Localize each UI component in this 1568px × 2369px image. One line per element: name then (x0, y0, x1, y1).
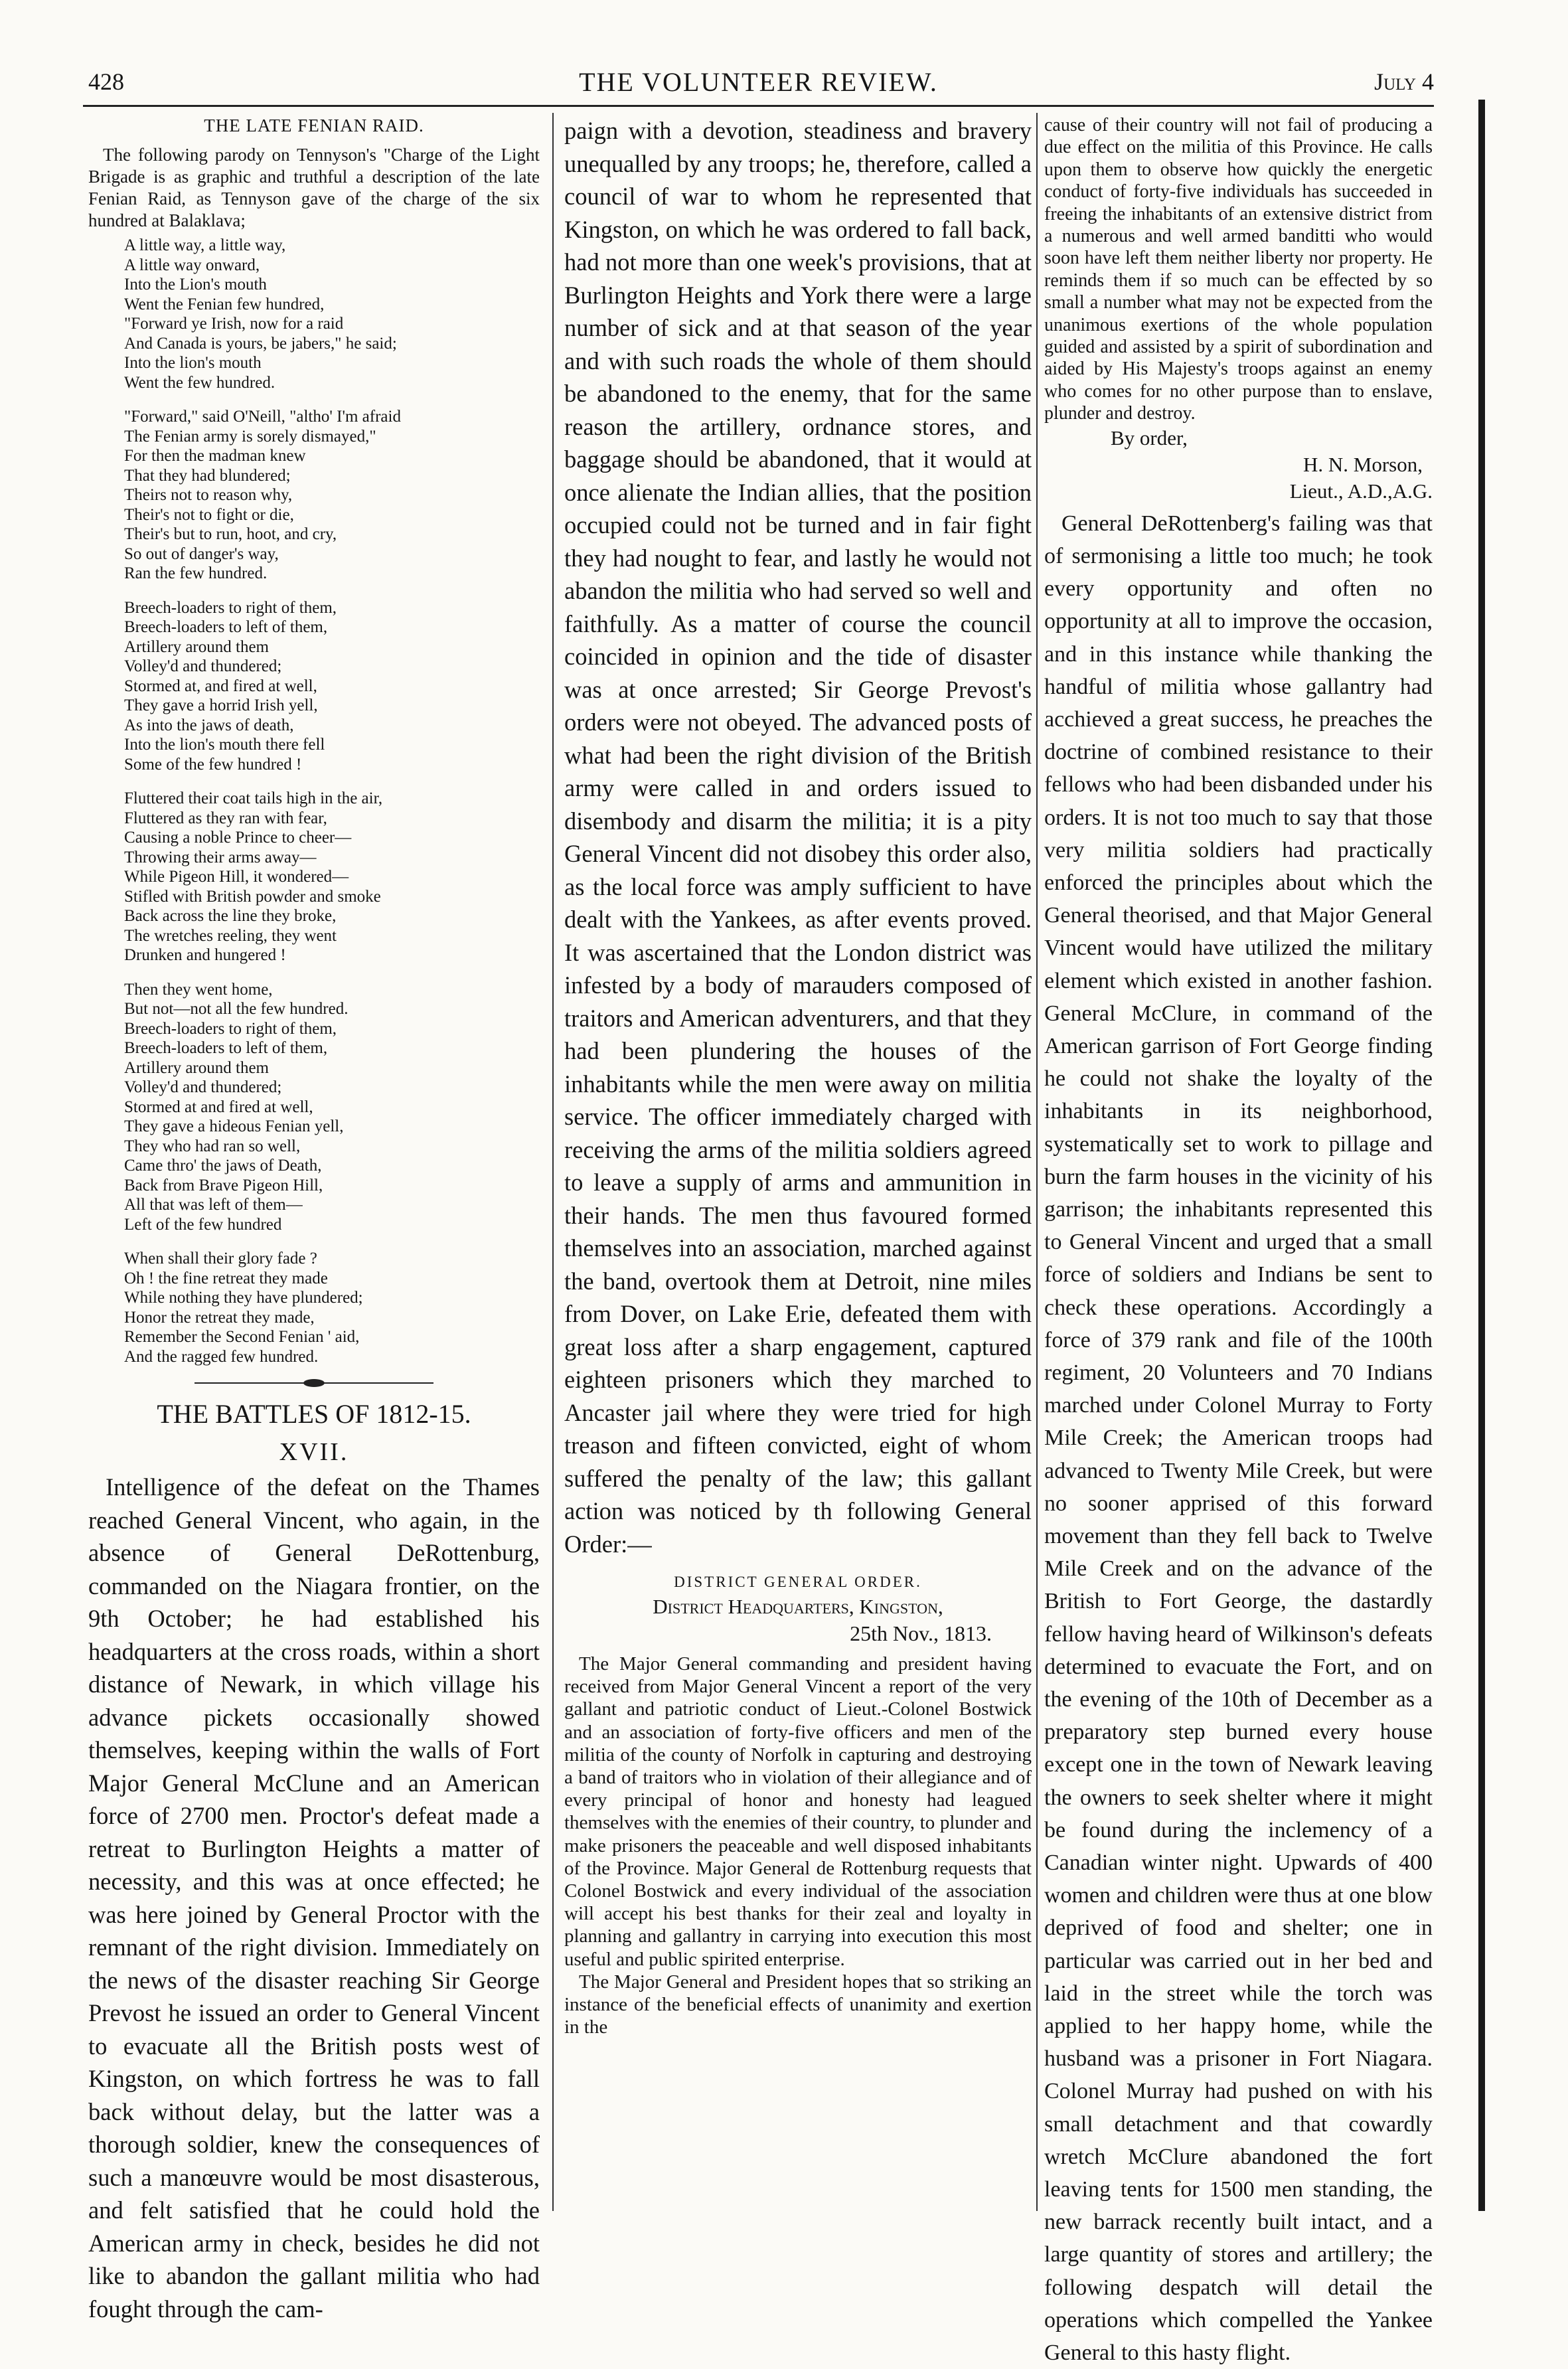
poem-line: A little way onward, (124, 256, 260, 274)
poem-line: Into the lion's mouth (124, 354, 262, 372)
poem-line: Their's not to fight or die, (124, 505, 294, 524)
poem-line: Honor the retreat they made, (124, 1308, 315, 1327)
poem-line: "Forward ye Irish, now for a raid (124, 315, 344, 333)
poem-line: And Canada is yours, be jabers," he said; (124, 334, 397, 353)
poem-line: When shall their glory fade ? (124, 1250, 317, 1267)
battles-chapter-number: XVII. (279, 1438, 349, 1466)
poem-line: Drunken and hungered ! (124, 946, 286, 964)
poem-stanza (88, 236, 540, 392)
poem-line: Theirs not to reason why, (124, 486, 293, 504)
poem-title: THE LATE FENIAN RAID. (204, 116, 424, 135)
poem-line: And the ragged few hundred. (124, 1347, 319, 1366)
page-header (83, 64, 1434, 107)
poem-line: Breech-loaders to left of them, (124, 1039, 328, 1057)
publication-title: THE VOLUNTEER REVIEW. (579, 67, 938, 97)
poem-stanza (88, 407, 540, 584)
poem-line: As into the jaws of death, (124, 716, 294, 734)
poem-line: Back across the line they broke, (124, 907, 337, 925)
poem-line: Back from Brave Pigeon Hill, (124, 1176, 323, 1194)
poem-line: Their's but to run, hoot, and cry, (124, 525, 337, 543)
article-paragraph: paign with a devotion, steadiness and bravery unequalled by any troops; he, therefore, called a council of war to whom he represented that Kingston, on which he was ordered to fall back, had not more than one week's provisions, that at Burlington Heights and York there were a large number of sick and at that season of the year and with such roads the whole of them should be abandoned to the enemy, that for the same reason the artillery, ordnance stores, and baggage should be abandoned, that it would at once alienate the Indian allies, that the position occupied could not be turned and in fair fight they had nought to fear, and lastly he would not abandon the militia who had served so well and faithfully. As a matter of course the council coincided in opinion and the tide of disaster was at once arrested; Sir George Prevost's orders were not obeyed. The advanced posts of what had been the right division of the British army were called in and orders issued to disembody and disarm the militia; it is a pity General Vincent did not disobey this order also, as the local force was amply sufficient to have dealt with the Yankees, as after events proved. It was ascertained that the London district was infested by a body of marauders composed of traitors and American adventurers, and that they had been plundering the houses of the inhabitants while the men were away on militia service. The officer immediately charged with receiving the arms of the militia soldiers agreed to leave a supply of arms and ammunition in their hands. The men thus favoured formed themselves into an association, marched against the band, overtook them at Detroit, nine miles from Dover, on Lake Erie, defeated them with great loss after a sharp engagement, captured eighteen prisoners which they marched to Ancaster jail where they were tried for high treason and fifteen convicted, eight of whom suffered the penalty of the law; this gallant action was noticed by th following General Order:— (564, 117, 1032, 1558)
poem-stanza (88, 598, 540, 775)
poem-line: The wretches reeling, they went (124, 926, 337, 945)
by-order: By order, (1111, 426, 1188, 449)
poem-line: Into the Lion's mouth (124, 276, 267, 293)
poem-line: They gave a horrid Irish yell, (124, 696, 318, 714)
poem-line: That they had blundered; (124, 466, 291, 485)
order-paragraph: The Major General and President hopes that so striking an instance of the beneficial effects of unanimity and exertion in the (564, 1971, 1032, 2038)
poem-line: Went the Fenian few hundred, (124, 295, 325, 313)
battles-title: THE BATTLES OF 1812-15. (157, 1399, 471, 1429)
poem-line: All that was left of them— (124, 1196, 303, 1214)
poem-line: Artillery around them (124, 637, 269, 656)
poem-line: Stifled with British powder and smoke (124, 887, 381, 906)
poem-line: Came thro' the jaws of Death, (124, 1157, 322, 1175)
poem-line: Breech-loaders to right of them, (124, 1019, 337, 1038)
order-title: DISTRICT GENERAL ORDER. (674, 1574, 922, 1590)
poem-stanza (88, 980, 540, 1235)
column-rule (552, 113, 554, 2211)
order-paragraph: The Major General commanding and president having received from Major General Vincent a report of the very gallant and patriotic conduct of Lieut.-Colonel Bostwick and an association of forty-five officers and men of the militia of the county of Norfolk in capturing and destroying a band of traitors who in violation of their allegiance and of every principal of honor and honesty had leagued themselves with the enemies of their country, to plunder and make prisoners the peaceable and well disposed inhabitants of the Province. Major General de Rottenburg requests that Colonel Bostwick and every individual of the association will accept his best thanks for their zeal and loyalty in planning and gallantry in carrying into execution this most useful and public spirited enterprise. (564, 1653, 1032, 1970)
poem-line: Stormed at, and fired at well, (124, 677, 317, 695)
poem-line: Into the lion's mouth there fell (124, 736, 325, 754)
poem-line: Volley'd and thundered; (124, 657, 282, 675)
poem-line: They gave a hideous Fenian yell, (124, 1117, 344, 1135)
poem-line: Causing a noble Prince to cheer— (124, 829, 352, 847)
poem-line: So out of danger's way, (124, 544, 279, 563)
poem-line: A little way, a little way, (124, 236, 286, 254)
article-paragraph: Intelligence of the defeat on the Thames reached General Vincent, who again, in the absence of General DeRottenburg, commanded on the Niagara frontier, on the 9th October; he had established his headquarters at the cross roads, within a short distance of Newark, in which village his advance pickets occasionally showed themselves, keeping within the walls of Fort Major General McClune and an American force of 2700 men. Proctor's defeat made a retreat to Burlington Heights a matter of necessity, and this was at once effected; he was here joined by General Proctor with the remnant of the right division. Immediately on the news of the disaster reaching Sir George Prevost he issued an order to General Vincent to evacuate all the British posts west of Kingston, on which fortress he was to fall back without delay, but the latter was a thorough soldier, knew the consequences of such a manœuvre would be most disasterous, and felt satisfied that he could hold the American army in check, besides he did not like to abandon the gallant militia who had fought through the cam- (88, 1473, 540, 2323)
column-2 (564, 114, 1032, 2038)
order-signer: H. N. Morson, (1303, 452, 1423, 476)
order-continuation: cause of their country will not fail of producing a due effect on the militia of this Province. He calls upon them to observe how quickly the energetic conduct of forty-five individuals has succeeded in freeing the inhabitants of an extensive district from a numerous and well armed banditti who would soon have left them neither liberty nor property. He reminds them if so much can be effected by so small a number what may not be expected from the unanimous exertions of the whole population guided and assisted by a spirit of subordination and aided by His Majesty's troops against an enemy who comes for no other purpose than to enslave, plunder and destroy. (1044, 115, 1433, 424)
poem-line: While Pigeon Hill, it wondered— (124, 868, 349, 886)
poem-line: Stormed at and fired at well, (124, 1098, 313, 1116)
order-headquarters: District Headquarters, Kingston, (653, 1595, 943, 1618)
poem-stanza (88, 1249, 540, 1366)
poem-line: Then they went home, (124, 980, 273, 999)
order-date: 25th Nov., 1813. (850, 1621, 992, 1645)
page-edge-shadow (1478, 100, 1485, 2211)
order-signer-rank: Lieut., A.D.,A.G. (1289, 479, 1433, 503)
poem-line: "Forward," said O'Neill, "altho' I'm afraid (124, 408, 401, 426)
poem-line: Some of the few hundred ! (124, 755, 302, 774)
poem-line: Left of the few hundred (124, 1215, 282, 1234)
poem-line: Breech-loaders to right of them, (124, 598, 337, 617)
poem-line: Volley'd and thundered; (124, 1078, 282, 1096)
poem-line: Throwing their arms away— (124, 848, 317, 866)
column-3 (1044, 114, 1433, 2369)
poem-line: Went the few hundred. (124, 373, 275, 392)
poem-line: Fluttered their coat tails high in the air, (124, 789, 383, 807)
issue-date: July 4 (1374, 68, 1434, 95)
poem-line: Ran the few hundred. (124, 564, 268, 582)
poem-line: The Fenian army is sorely dismayed," (124, 427, 376, 446)
column-1 (88, 114, 540, 2325)
poem-intro: The following parody on Tennyson's "Charge of the Light Brigade is as graphic and truthful a description of the late Fenian Raid, as Tennyson gave of the charge of the six hundred at Balaklava; (88, 145, 540, 230)
page-number: 428 (88, 68, 124, 95)
poem-line: Oh ! the fine retreat they made (124, 1269, 328, 1287)
poem-line: Remember the Second Fenian ' aid, (124, 1328, 360, 1346)
article-paragraph: General DeRottenberg's failing was that of sermonising a little too much; he took every opportunity and often no opportunity at all to improve the occasion, and in this instance while thanking the handful of militia whose gallantry had acchieved a great success, he preaches the doctrine of combined resistance to their fellows who had been disbanded under his orders. It is not too much to say that those very militia soldiers had practically enforced the principles about which the General theorised, and that Major General Vincent would have utilized the military element which existed in another fashion. General McClure, in command of the American garrison of Fort George finding he could not shake the loyalty of the inhabitants in its neighborhood, systematically set to work to pillage and burn the farm houses in the vicinity of his garrison; the inhabitants represented this to General Vincent and urged that a small force of soldiers and Indians be sent to check these operations. Accordingly a force of 379 rank and file of the 100th regiment, 20 Volunteers and 70 Indians marched under Colonel Murray to Forty Mile Creek; the American troops had advanced to Twenty Mile Creek, but were no sooner apprised of this forward movement than they fell back to Twelve Mile Creek and on the advance of the British to Fort George, the dastardly fellow having heard of Wilkinson's defeats determined to evacuate the Fort, and on the evening of the 10th of December as a preparatory step burned every house except one in the town of Newark leaving the owners to seek shelter where it might be found during the inclemency of a Canadian winter night. Upwards of 400 women and children were thus at one blow deprived of food and shelter; one in particular was carried out in her bed and laid in the street while the torch was applied to her happy home, while the husband was a prisoner in Fort Niagara. Colonel Murray had pushed on with his small detachment and that cowardly wretch McClure abandoned the fort leaving tents for 1500 men standing, the new barrack recently built intact, and a large quantity of stores and artillery; the following despatch will detail the operations which compelled the Yankee General to this hasty flight. (1044, 511, 1433, 2366)
poem-line: Fluttered as they ran with fear, (124, 809, 327, 827)
poem-line: While nothing they have plundered; (124, 1289, 363, 1307)
poem-line: They who had ran so well, (124, 1137, 301, 1155)
poem-line: But not—not all the few hundred. (124, 1000, 349, 1018)
poem-line: For then the madman knew (124, 447, 306, 465)
poem-line: Artillery around them (124, 1058, 269, 1077)
poem-stanzas (88, 236, 540, 1366)
poem-stanza (88, 789, 540, 965)
column-rule (1036, 113, 1038, 2211)
ornamental-divider (195, 1381, 433, 1385)
poem-line: Breech-loaders to left of them, (124, 618, 328, 636)
